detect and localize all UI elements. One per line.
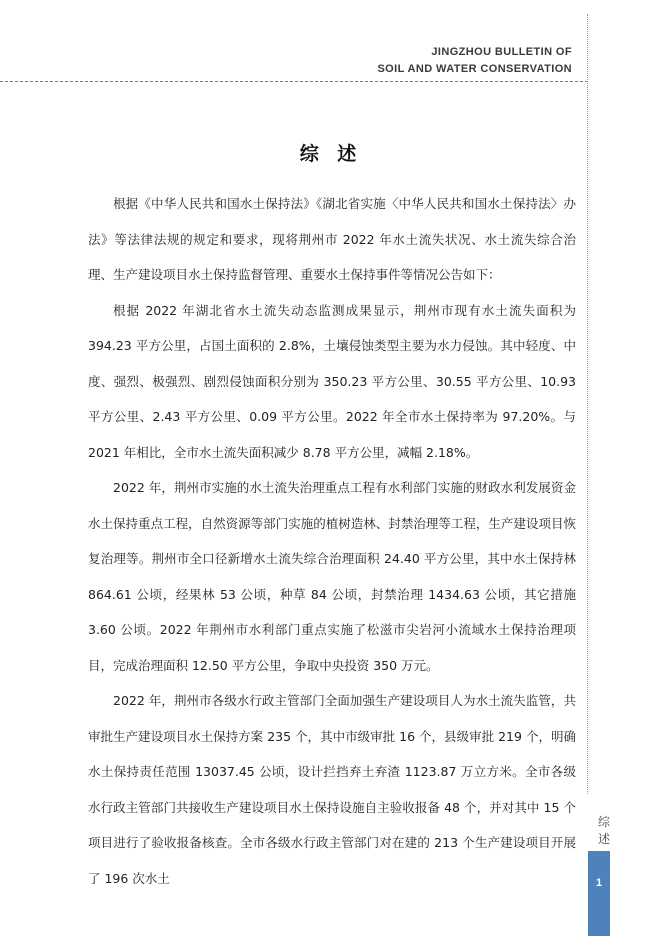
paragraph-supervision: 2022 年，荆州市各级水行政主管部门全面加强生产建设项目人为水土流失监管，共审批生产建设项目水土保持方案 235 个，其中市级审批 16 个，县级审批 219 个，明确水土保持责任范围 13037.45 公顷，设计拦挡弃土弃渣 1123.87 万立方米。全市各级水行政主管部门共接收生产建设项目水土保持设施自主验收报备 48 个，并对其中 15 个项目进行了验收报备核查。全市各级水行政主管部门对在建的 213 个生产建设项目开展了 196 次水土 <box>88 693 576 886</box>
running-header <box>377 44 572 78</box>
paragraph-erosion-status: 根据 2022 年湖北省水土流失动态监测成果显示，荆州市现有水土流失面积为 394.23 平方公里，占国土面积的 2.8%，土壤侵蚀类型主要为水力侵蚀。其中轻度、中度、强烈、极强烈、剧烈侵蚀面积分别为 350.23 平方公里、30.55 平方公里、10.93 平方公里、2.43 平方公里、0.09 平方公里。2022 年全市水土保持率为 97.20%。与 2021 年相比，全市水土流失面积减少 8.78 平方公里，减幅 2.18%。 <box>88 302 576 460</box>
side-label-char-2: 述 <box>597 832 610 846</box>
page-title: 综 述 <box>299 143 363 165</box>
body-text <box>88 186 576 896</box>
page-number: 1 <box>595 877 603 889</box>
page-number-tab <box>588 851 610 936</box>
paragraph-intro: 根据《中华人民共和国水土保持法》《湖北省实施〈中华人民共和国水土保持法〉办法》等法律法规的规定和要求，现将荆州市 2022 年水土流失状况、水土流失综合治理、生产建设项目水土保持监督管理、重要水土保持事件等情况公告如下： <box>88 196 576 282</box>
header-line-2: SOIL AND WATER CONSERVATION <box>377 63 572 75</box>
section-side-label <box>592 814 616 848</box>
side-divider <box>587 14 588 794</box>
header-divider <box>0 81 588 82</box>
side-label-char-1: 综 <box>597 815 610 829</box>
paragraph-governance: 2022 年，荆州市实施的水土流失治理重点工程有水利部门实施的财政水利发展资金水土保持重点工程，自然资源等部门实施的植树造林、封禁治理等工程，生产建设项目恢复治理等。荆州市全口径新增水土流失综合治理面积 24.40 平方公里，其中水土保持林 864.61 公顷，经果林 53 公顷，种草 84 公顷，封禁治理 1434.63 公顷，其它措施 3.60 公顷。2022 年荆州市水利部门重点实施了松滋市尖岩河小流域水土保持治理项目，完成治理面积 12.50 平方公里，争取中央投资 350 万元。 <box>88 480 576 673</box>
header-line-1: JINGZHOU BULLETIN OF <box>431 46 572 58</box>
